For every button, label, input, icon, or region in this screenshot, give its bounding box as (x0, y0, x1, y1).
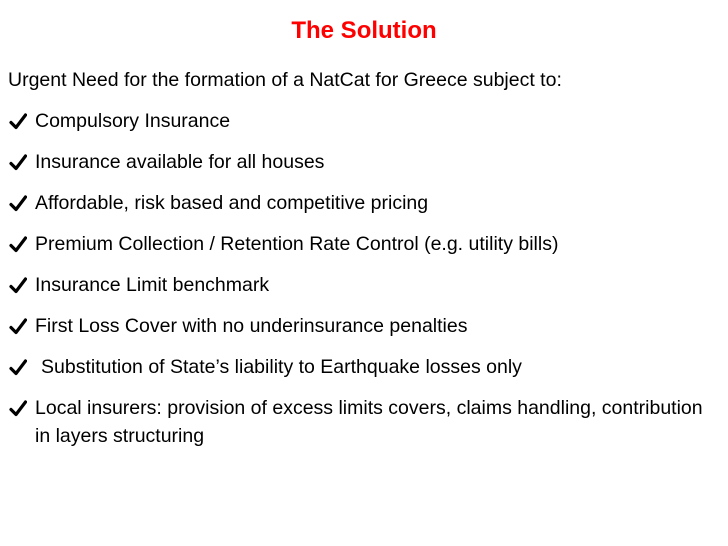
checkmark-icon (9, 235, 27, 253)
list-item (8, 107, 720, 135)
slide-title: The Solution (291, 17, 437, 44)
checkmark-icon (9, 153, 27, 171)
checkmark-icon (9, 317, 27, 335)
list-item-text: First Loss Cover with no underinsurance penalties (35, 315, 468, 337)
list-item-text: Insurance available for all houses (35, 151, 325, 173)
checkmark-icon (9, 358, 27, 376)
list-item (8, 312, 720, 340)
list-item-text: Local insurers: provision of excess limits covers, claims handling, contribution in layers structuring (35, 397, 703, 447)
checkmark-icon (9, 194, 27, 212)
checkmark-icon (9, 112, 27, 130)
list-item (8, 271, 720, 299)
checkmark-icon (9, 399, 27, 417)
list-item (8, 394, 720, 450)
checkmark-icon (9, 276, 27, 294)
list-item-text: Affordable, risk based and competitive pricing (35, 192, 429, 214)
list-item (8, 353, 720, 381)
list-item-text: Premium Collection / Retention Rate Control (e.g. utility bills) (35, 233, 559, 255)
bullet-list (8, 107, 720, 463)
list-item-text: Compulsory Insurance (35, 110, 231, 132)
list-item (8, 230, 720, 258)
list-item-text: Insurance Limit benchmark (35, 274, 270, 296)
list-item (8, 189, 720, 217)
list-item-text: Substitution of State’s liability to Earthquake losses only (41, 356, 522, 378)
list-item (8, 148, 720, 176)
intro-text: Urgent Need for the formation of a NatCat for Greece subject to: (8, 69, 562, 91)
